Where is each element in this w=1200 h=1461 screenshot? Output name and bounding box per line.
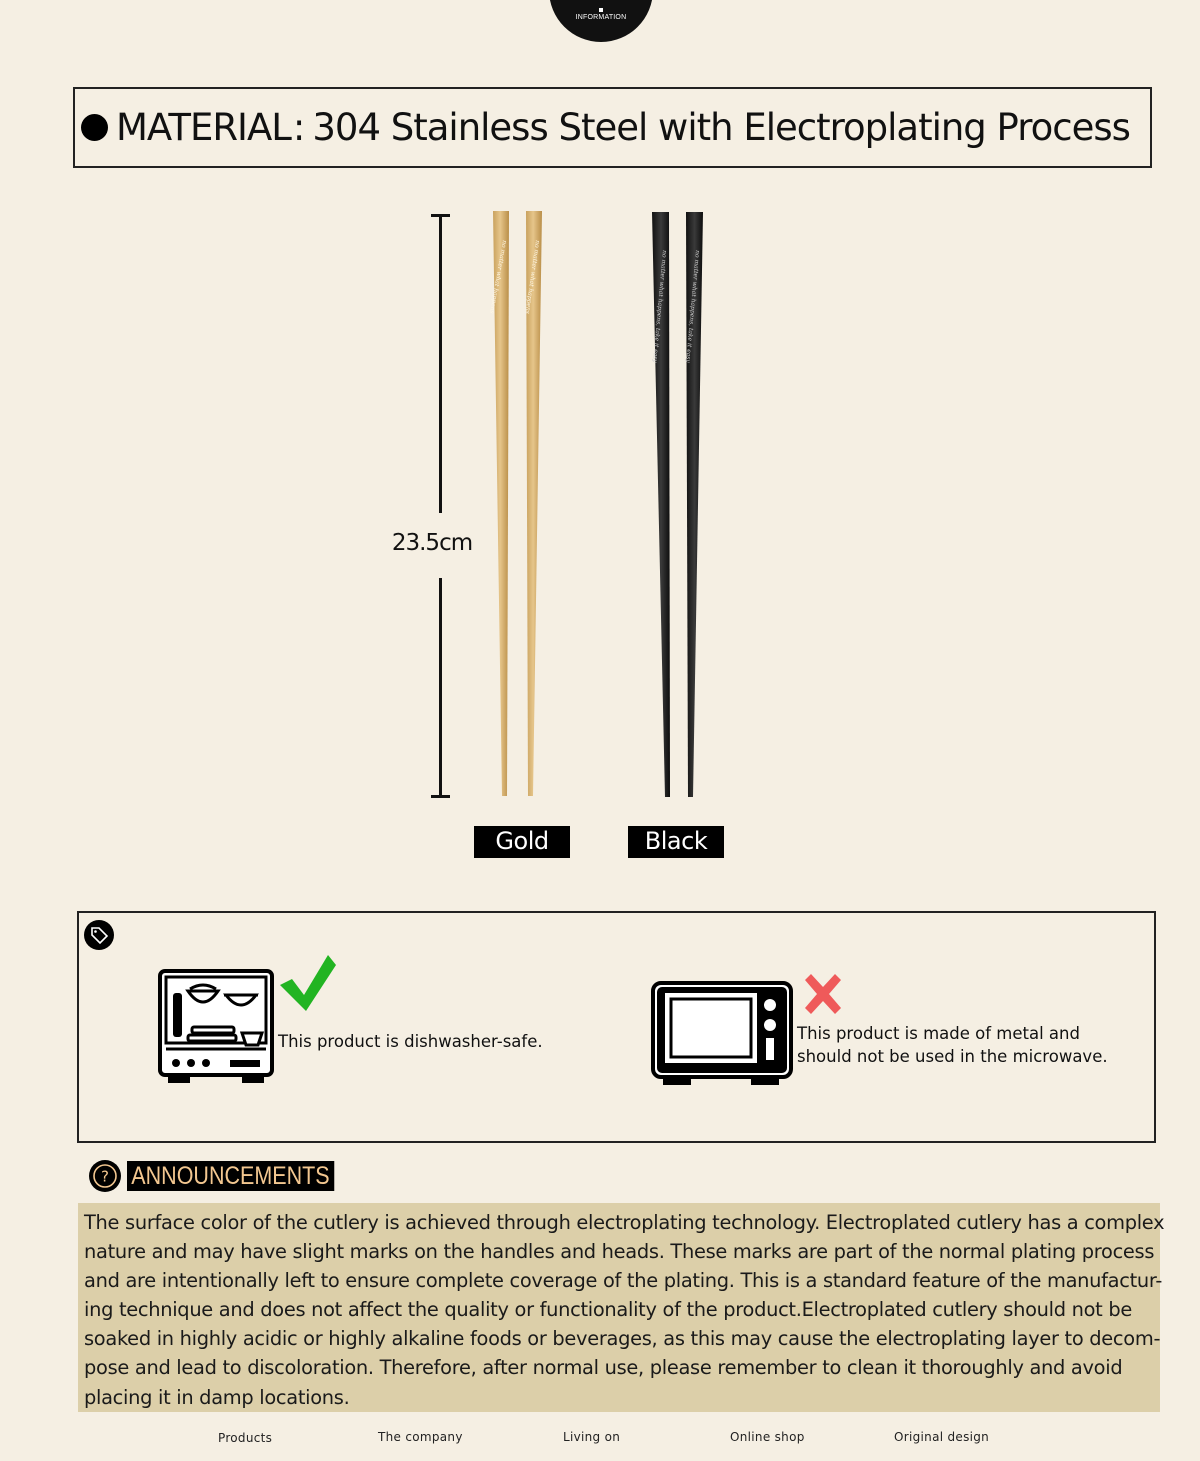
announcement-line: The surface color of the cutlery is achieved through electroplating technology. Electroplated cutlery has a complex — [84, 1211, 1165, 1234]
price-tag-icon — [83, 919, 115, 951]
microwave-warning-line2: should not be used in the microwave. — [797, 1047, 1108, 1066]
announcement-line: and are intentionally left to ensure complete coverage of the plating. This is a standard feature of the manufactur- — [84, 1269, 1163, 1293]
footer-link-products[interactable]: Products — [218, 1431, 273, 1445]
material-label: MATERIAL — [116, 106, 291, 149]
dimension-length: 23.5cm — [391, 530, 473, 556]
black-chopstick-left — [651, 212, 670, 797]
footer-link-original-design[interactable]: Original design — [894, 1430, 990, 1444]
gold-chopstick-right — [524, 211, 542, 796]
dishwasher-safe-text: This product is dishwasher-safe. — [278, 1032, 543, 1051]
microwave-warning-line1: This product is made of metal and — [797, 1024, 1080, 1043]
material-separator: : — [292, 106, 305, 149]
announcement-line: ing technique and does not affect the quality or functionality of the product.Electroplated cutlery should not be — [84, 1298, 1132, 1322]
svg-text:?: ? — [101, 1167, 109, 1186]
announcements-title: ANNOUNCEMENTS — [127, 1161, 334, 1191]
cross-icon — [802, 974, 844, 1014]
question-icon — [88, 1159, 122, 1193]
variant-gold-label: Gold — [474, 826, 570, 858]
announcements-body — [78, 1203, 1165, 1412]
check-icon — [278, 951, 338, 1013]
microwave-icon — [651, 981, 793, 1087]
black-chopstick-right — [684, 212, 703, 797]
svg-text:no matter what happens: no matter what happens — [488, 239, 508, 315]
announcement-line: nature and may have slight marks on the handles and heads. These marks are part of the normal plating process — [84, 1240, 1155, 1264]
information-tab-label: INFORMATION — [575, 14, 627, 21]
variant-black-label: Black — [628, 826, 724, 858]
svg-text:no matter what happens, take i: no matter what happens, take it easy — [684, 249, 701, 364]
announcement-line: pose and lead to discoloration. Therefore, after normal use, please remember to clean it thoroughly and avoid — [84, 1356, 1123, 1380]
announcement-line: placing it in damp locations. — [84, 1385, 350, 1409]
dishwasher-icon — [158, 969, 276, 1087]
gold-chopstick-left — [488, 211, 509, 796]
svg-text:no matter what happens: no matter what happens — [523, 239, 541, 315]
svg-text:no matter what happens, take i: no matter what happens, take it easy — [651, 249, 668, 364]
material-value: 304 Stainless Steel with Electroplating Process — [312, 106, 1130, 149]
footer-link-company[interactable]: The company — [378, 1430, 463, 1444]
footer-link-online-shop[interactable]: Online shop — [730, 1430, 805, 1444]
announcement-line: soaked in highly acidic or highly alkaline foods or beverages, as this may cause the electroplating layer to decom- — [84, 1327, 1161, 1351]
footer-link-living-on[interactable]: Living on — [563, 1430, 621, 1444]
